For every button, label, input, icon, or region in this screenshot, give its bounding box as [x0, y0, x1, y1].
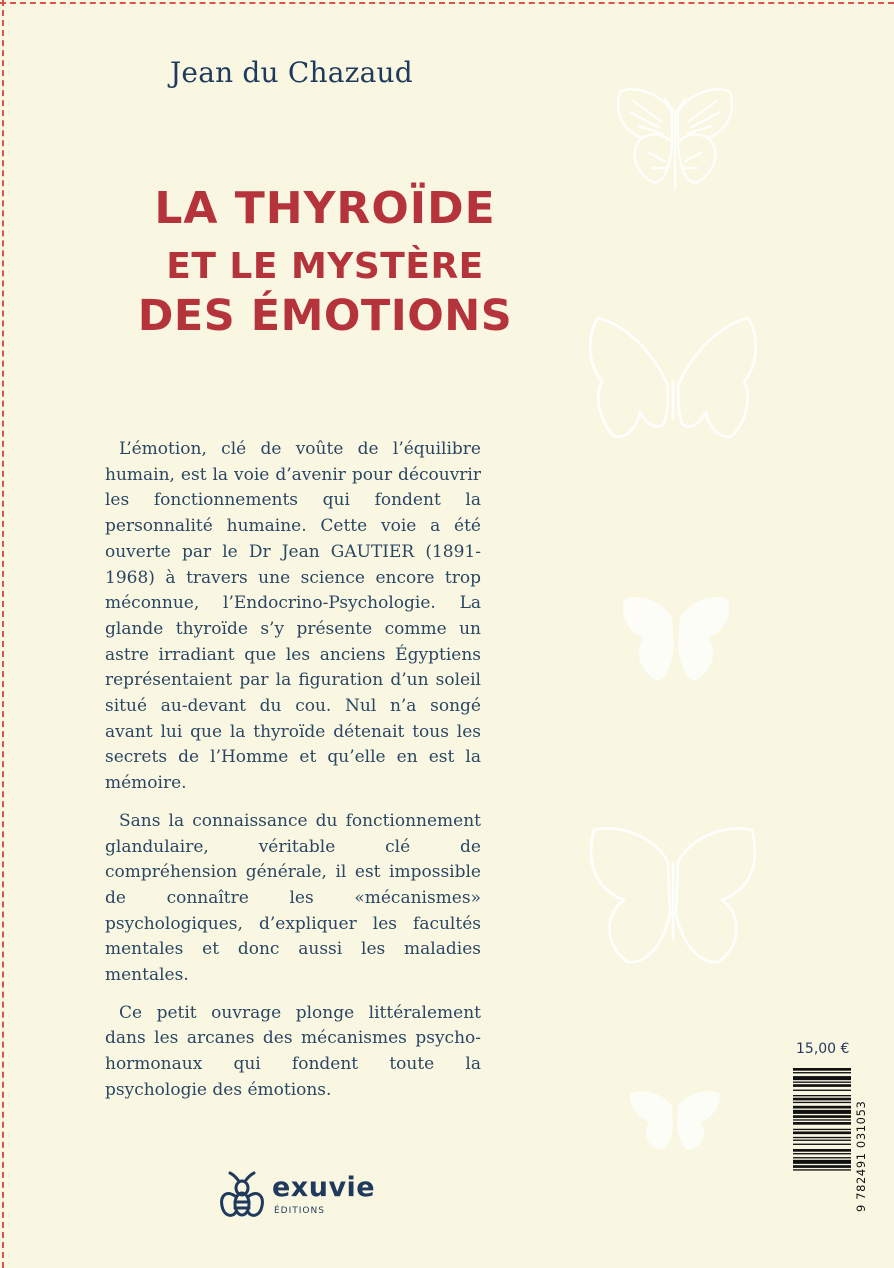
butterfly-icon [584, 822, 762, 968]
butterfly-icon [584, 312, 762, 452]
title-line-1: LA THYROÏDE [154, 183, 496, 234]
butterfly-icon [628, 1088, 722, 1154]
blurb-paragraph-3: Ce petit ouvrage plonge littéralement dans les arcanes des mécanismes psycho-hormonaux qui fondent toute la psychologie des émotions. [105, 1002, 481, 1100]
cut-line-left [2, 0, 4, 1268]
title-line-2: ET LE MYSTÈRE [166, 246, 484, 287]
isbn-barcode [793, 1066, 869, 1214]
cut-line-top [0, 2, 894, 4]
publisher-subtitle: ÉDITIONS [274, 1206, 325, 1216]
isbn-digits: 9 782491 031053 [854, 1100, 868, 1212]
butterfly-icon [612, 82, 738, 196]
blurb-paragraph-1: L’émotion, clé de voûte de l’équilibre humain, est la voie d’avenir pour découvrir les fonctionnements qui fondent la personnalité humaine. Cette voie a été ouverte par le Dr Jean GAUTIER (1891-1968) à travers une science encore trop méconnue, l’Endocrino-Psychologie. La glande thyroïde s’y présente comme un astre irradiant que les anciens Égyptiens représentaient par la figuration d’un soleil situé au-devant du cou. Nul n’a songé avant lui que la thyroïde détenait tous les secrets de l’Homme et qu’elle en est la mémoire. [105, 439, 481, 794]
publisher-name: exuvie [272, 1172, 376, 1203]
publisher-logo [218, 1170, 378, 1220]
bee-icon [218, 1170, 266, 1222]
butterfly-icon [620, 592, 732, 688]
title-line-3: DES ÉMOTIONS [137, 291, 513, 341]
price-label: 15,00 € [796, 1041, 850, 1057]
blurb-paragraph-2: Sans la connaissance du fonctionnement glandulaire, véritable clé de compréhension générale, il est impossible de connaître les «mécanismes» psychologiques, d’expliquer les facultés mentales et donc aussi les maladies mentales. [105, 810, 481, 986]
author-name: Jean du Chazaud [170, 56, 413, 89]
back-cover-blurb [105, 437, 481, 1116]
